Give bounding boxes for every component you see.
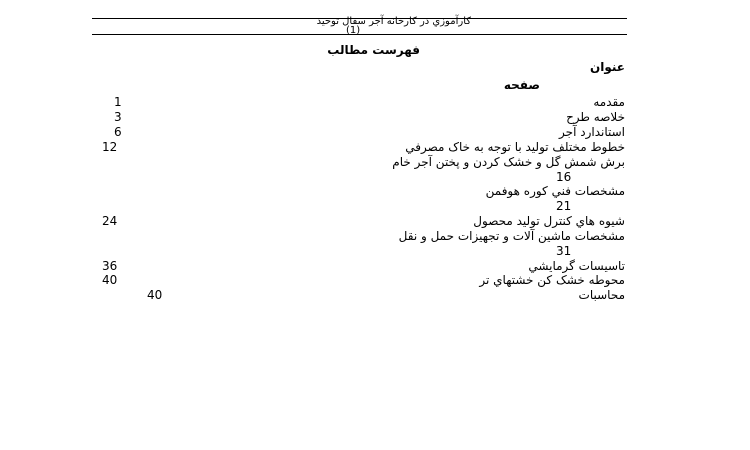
toc-entry-title: خلاصه طرح: [566, 110, 625, 124]
toc-entry-page: 24: [102, 214, 118, 228]
toc-entry-page: 40: [147, 288, 163, 302]
toc-entry-page: 1: [114, 95, 122, 109]
toc-entry-title: محوطه خشک کن خشتهاي تر: [479, 273, 625, 287]
toc-column-title: عنوان: [590, 60, 625, 74]
toc-entry-page: 12: [102, 140, 118, 154]
toc-entry-page: 36: [102, 259, 118, 273]
toc-entry-title: تاسيسات گرمايشي: [528, 259, 625, 273]
toc-entry-page: 31: [556, 244, 572, 258]
toc-entry-title: مقدمه: [593, 95, 625, 109]
toc-entry-title: برش شمش گل و خشک کردن و پختن آجر خام: [392, 155, 625, 169]
header-bottom-rule: [92, 34, 627, 35]
toc-entry-title: خطوط مختلف توليد با توجه به خاک مصرفي: [405, 140, 625, 154]
toc-column-page: صفحه: [503, 78, 540, 92]
toc-entry-title: مشخصات ماشين آلات و تجهيزات حمل و نقل: [398, 229, 625, 243]
toc-entry-title: محاسبات: [578, 288, 625, 302]
toc-title: فهرست مطالب: [327, 43, 420, 57]
toc-entry-page: 21: [556, 199, 572, 213]
toc-entry-page: 6: [114, 125, 122, 139]
toc-entry-page: 16: [556, 170, 572, 184]
toc-entry-page: 40: [102, 273, 118, 287]
toc-entry-title: شيوه هاي کنترل توليد محصول: [473, 214, 625, 228]
toc-entry-title: مشخصات فني کوره هوفمن: [485, 184, 625, 198]
toc-entry-title: استاندارد آجر: [559, 125, 625, 139]
toc-entry-page: 3: [114, 110, 122, 124]
header-title: کارآموزي در کارخانه آجر سفال توحيد: [316, 16, 471, 27]
header-page-number: (1): [346, 25, 361, 36]
